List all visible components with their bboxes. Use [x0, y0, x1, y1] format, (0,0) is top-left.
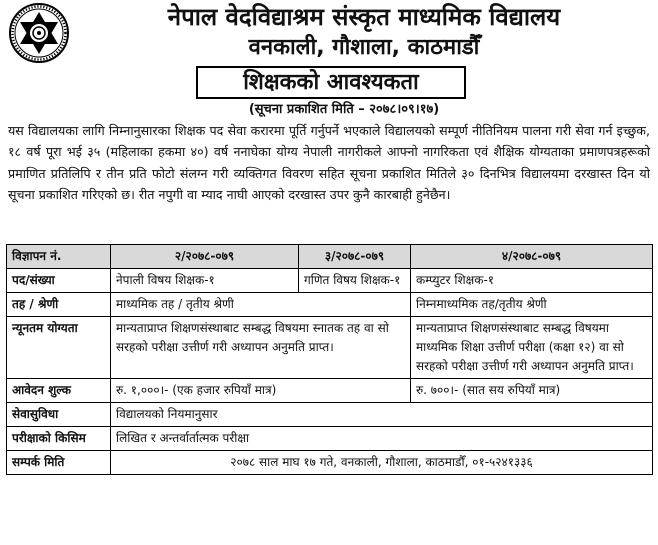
- school-address: वनकाली, गौशाला, काठमाडौँ: [248, 35, 480, 60]
- table-row: [7, 379, 653, 403]
- notice-heading: शिक्षकको आवश्यकता: [196, 66, 466, 99]
- fee-cell: रु. ७००।- (सात सय रुपियाँ मात्र): [411, 379, 653, 403]
- level-cell: माध्यमिक तह / तृतीय श्रेणी: [111, 293, 411, 317]
- ad-number-cell: २/२०७८-०७९: [111, 245, 299, 269]
- table-row: [7, 245, 653, 269]
- row-label-level: तह / श्रेणी: [7, 293, 111, 317]
- row-label-exam-type: परीक्षाको किसिम: [7, 427, 111, 451]
- row-label-qualification: न्यूनतम योग्यता: [7, 317, 111, 379]
- table-row: [7, 451, 653, 475]
- table-row: [7, 317, 653, 379]
- qualification-cell: मान्यताप्राप्त शिक्षणसंस्थाबाट सम्बद्ध विषयमा स्नातक तह वा सो सरहको परीक्षा उत्तीर्ण गरी अध्यापन अनुमति प्राप्त।: [111, 317, 411, 379]
- row-label-contact: सम्पर्क मिति: [7, 451, 111, 475]
- notice-date: (सूचना प्रकाशित मिति – २०७८।०९।१७): [248, 102, 440, 117]
- table-row: [7, 269, 653, 293]
- post-cell: गणित विषय शिक्षक-१: [299, 269, 411, 293]
- school-name-title: नेपाल वेदविद्याश्रम संस्कृत माध्यमिक विद्यालय: [167, 3, 561, 31]
- ad-number-cell: ३/२०७८-०७९: [299, 245, 411, 269]
- qualification-cell: मान्यताप्राप्त शिक्षणसंस्थाबाट सम्बद्ध विषयमा माध्यमिक शिक्षा उत्तीर्ण परीक्षा (कक्षा १२) वा सो सरहको परीक्षा उत्तीर्ण गरी अध्यापन अनुमति प्राप्त।: [411, 317, 653, 379]
- table-row: [7, 427, 653, 451]
- table-row: [7, 403, 653, 427]
- notice-paragraph: यस विद्यालयका लागि निम्नानुसारका शिक्षक पद सेवा करारमा पूर्ति गर्नुपर्ने भएकाले विद्यालयको सम्पूर्ण नीतिनियम पालना गरी सेवा गर्न इच्छुक, १८ वर्ष पूरा भई ३५ (महिलाका हकमा ४०) वर्ष ननाघेका योग्य नेपाली नागरीकले आफ्नो नागरिकता एवं शैक्षिक योग्यताका प्रमाणपत्रहरूको प्रमाणित प्रतिलिपि र तीन प्रति फोटो संलग्न गरी व्यक्तिगत विवरण सहित सूचना प्रकाशित मितिले ३० दिनभित्र विद्यालयमा दरखास्त दिन यो सूचना प्रकाशित गरिएको छ। रीत नपुगी वा म्याद नाघी आएको दरखास्त उपर कुनै कारबाही हुनेछैन।: [8, 123, 651, 202]
- post-cell: कम्प्युटर शिक्षक-१: [411, 269, 653, 293]
- table-row: [7, 293, 653, 317]
- level-cell: निम्नमाध्यमिक तह/तृतीय श्रेणी: [411, 293, 653, 317]
- facility-cell: विद्यालयको नियमानुसार: [111, 403, 653, 427]
- row-label-fee: आवेदन शुल्क: [7, 379, 111, 403]
- school-emblem-logo: [8, 2, 70, 64]
- ad-number-cell: ४/२०७८-०७९: [411, 245, 653, 269]
- post-cell: नेपाली विषय शिक्षक-१: [111, 269, 299, 293]
- row-label-post: पद/संख्या: [7, 269, 111, 293]
- fee-cell: रु. १,०००।- (एक हजार रुपियाँ मात्र): [111, 379, 411, 403]
- row-label-facility: सेवासुविधा: [7, 403, 111, 427]
- vacancy-table: [6, 244, 653, 475]
- exam-type-cell: लिखित र अन्तर्वार्तात्मक परीक्षा: [111, 427, 653, 451]
- row-label-advertisement-no: विज्ञापन नं.: [7, 245, 111, 269]
- contact-cell: २०७८ साल माघ १७ गते, वनकाली, गौशाला, काठमाडौँ, ०१-५२४१३३६: [111, 451, 653, 475]
